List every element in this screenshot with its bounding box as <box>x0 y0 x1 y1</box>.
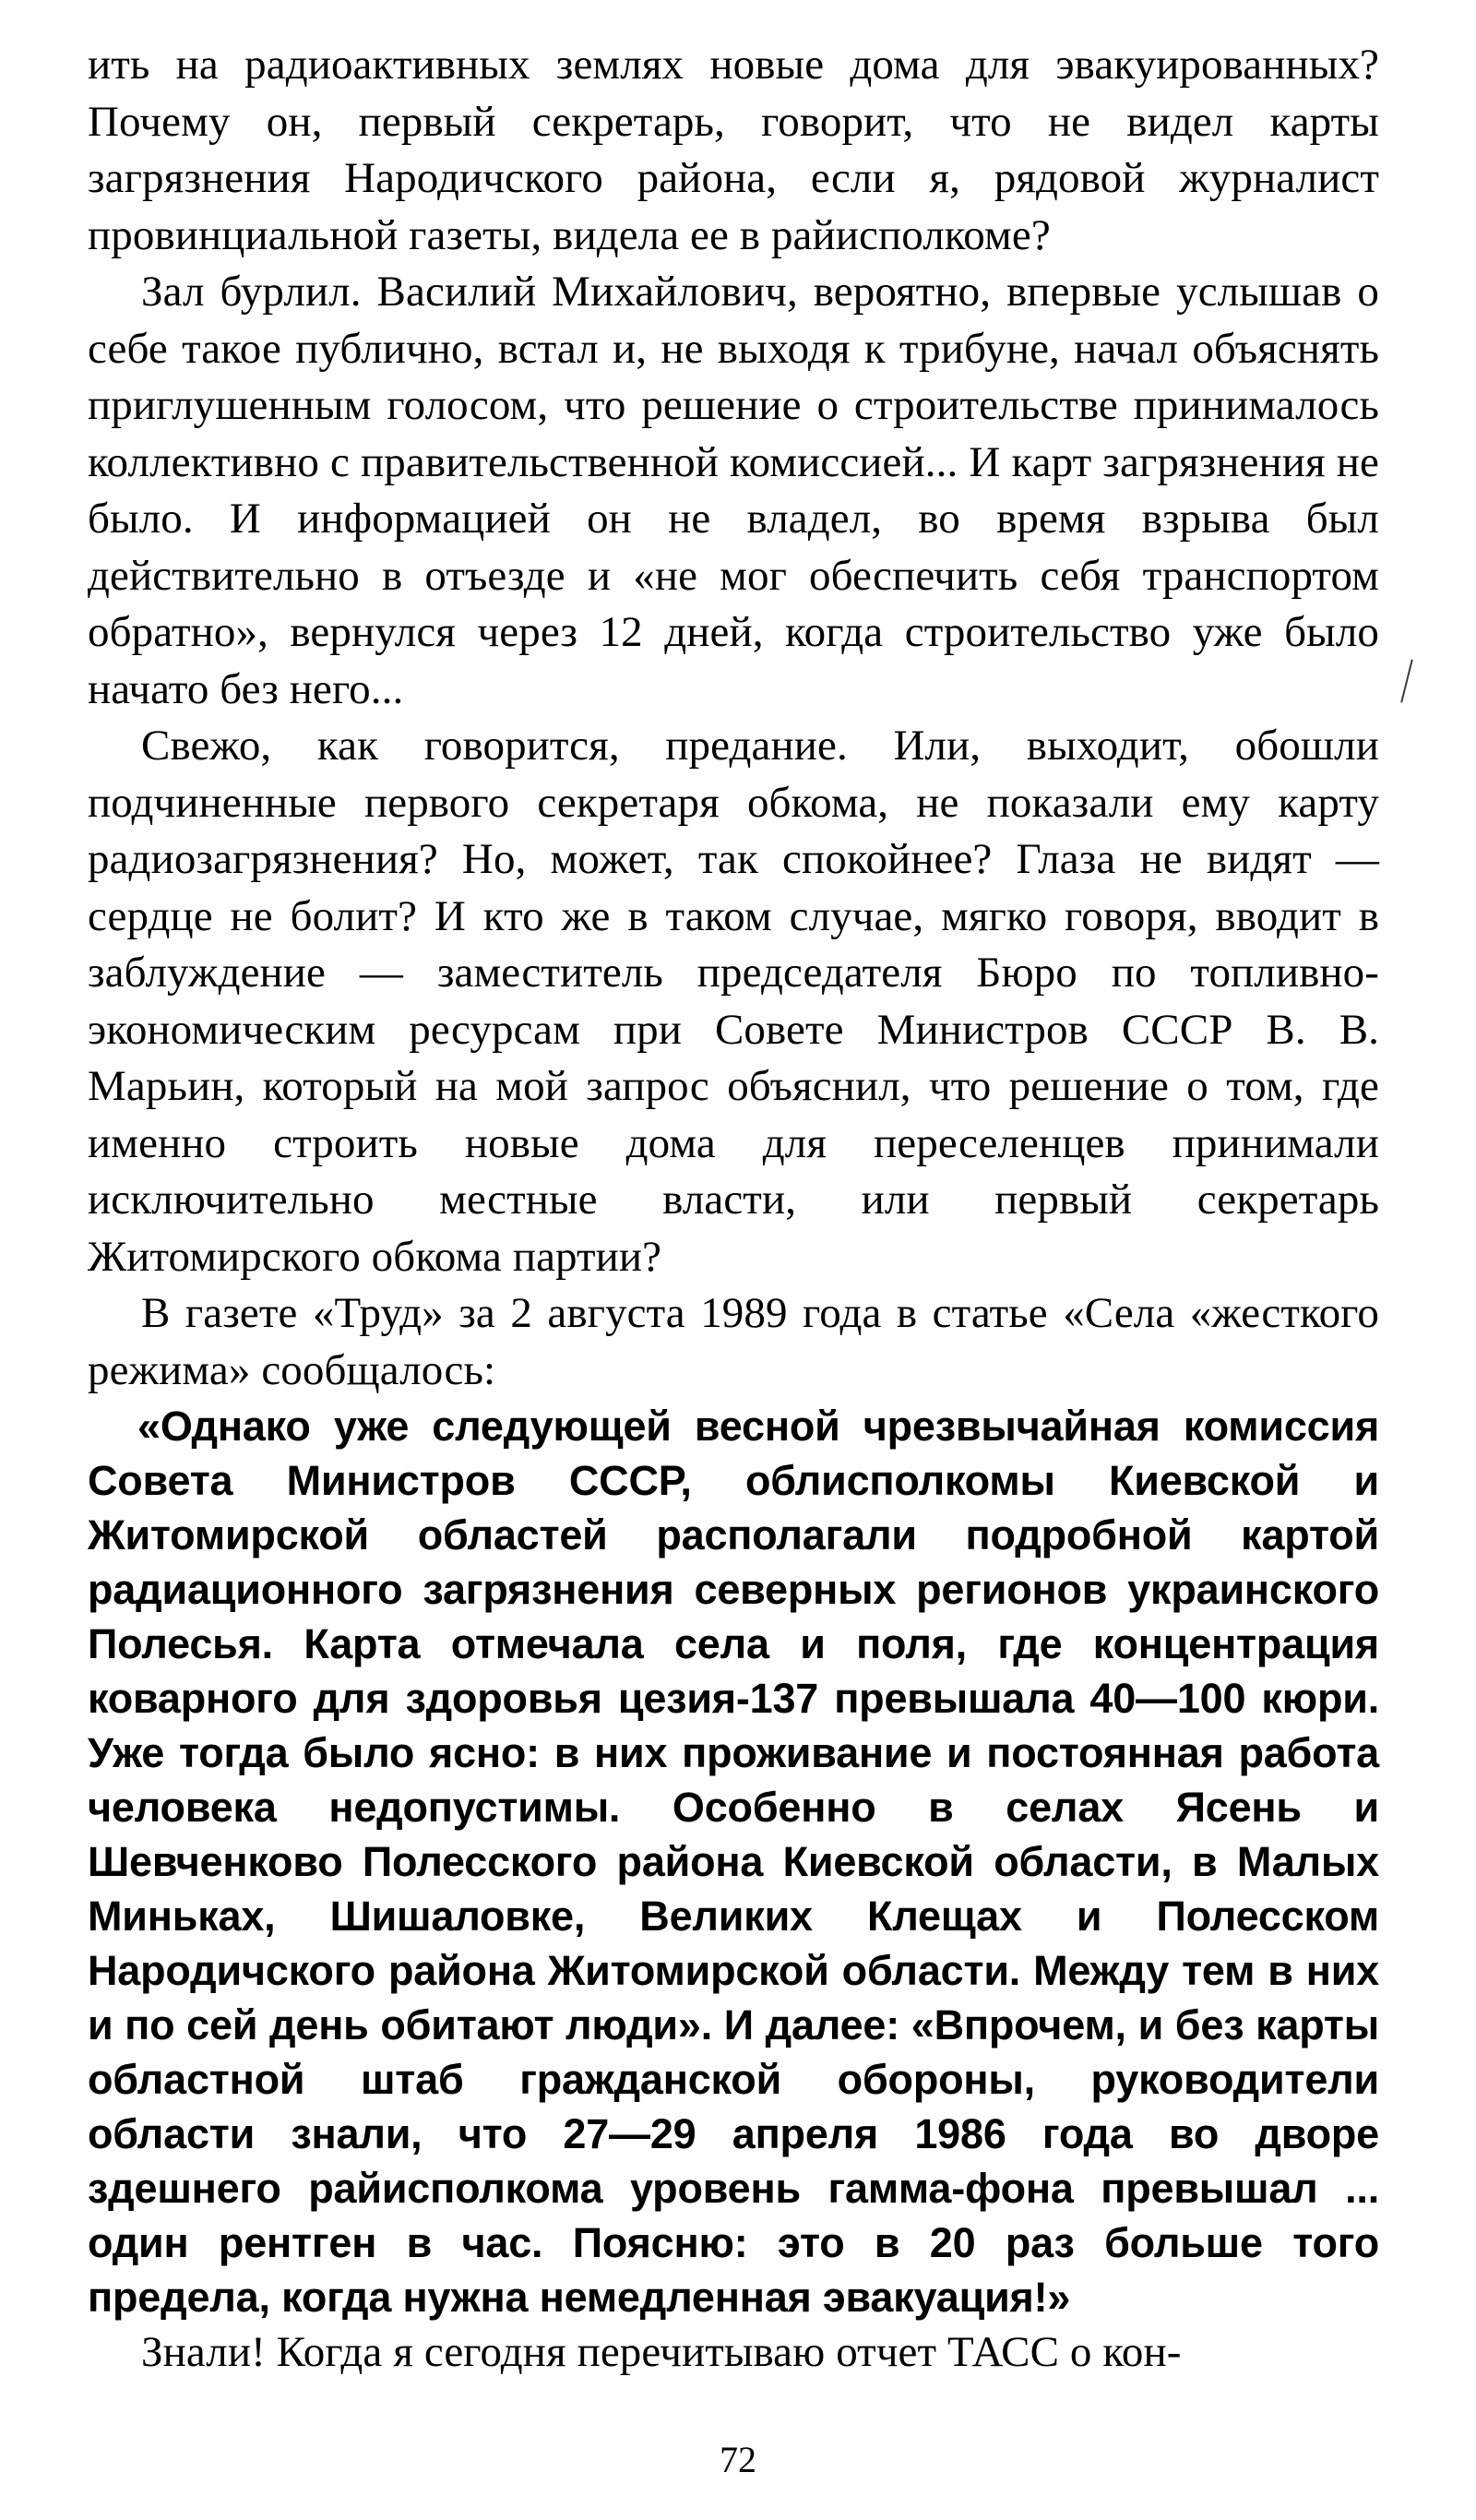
paragraph-1: ить на радиоактивных землях новые дома для эвакуированных? Почему он, первый секретарь, говорит, что не видел карты загрязнения Народичского района, если я, рядовой журналист провинциальной газеты, видела ее в райисполкоме? <box>88 41 1379 259</box>
paragraph-6: Знали! Когда я сегодня перечитываю отчет ТАСС о кон- <box>141 2328 1182 2376</box>
page-body <box>88 37 1379 1399</box>
page-number: 72 <box>720 2439 756 2480</box>
newspaper-quote-block <box>88 1399 1379 2324</box>
page-stray-mark <box>1400 659 1413 702</box>
paragraph-3: Свежо, как говорится, предание. Или, выходит, обошли подчиненные первого секретаря обкома, не показали ему карту радиозагрязнения? Но, может, так спокойнее? Глаза не видят — сердце не болит? И кто же в таком случае, мягко говоря, вводит в заблуждение — заместитель председателя Бюро по топливно-экономическим ресурсам при Совете Министров СССР В. В. Марьин, который на мой запрос объяснил, что решение о том, где именно строить новые дома для переселенцев принимали исключительно местные власти, или первый секретарь Житомирского обкома партии? <box>88 722 1379 1281</box>
paragraph-2: Зал бурлил. Василий Михайлович, вероятно, впервые услышав о себе такое публично, встал и, не выходя к трибуне, начал объяснять приглушенным голосом, что решение о строительстве принималось коллективно с правительственной комиссией... И карт загрязнения не было. И информацией он не владел, во время взрыва был действительно в отъезде и «не мог обеспечить себя транспортом обратно», вернулся через 12 дней, когда строительство уже было начато без него... <box>88 268 1379 713</box>
paragraph-4: В газете «Труд» за 2 августа 1989 года в статье «Села «жесткого режима» сообщалось: <box>88 1289 1379 1394</box>
page-body-continued <box>88 2324 1379 2382</box>
paragraph-5: «Однако уже следующей весной чрезвычайная комиссия Совета Министров СССР, облисполкомы Киевской и Житомирской областей располагали подробной картой радиационного загрязнения северных регионов украинского Полесья. Карта отмечала села и поля, где концентрация коварного для здоровья цезия-137 превышала 40—100 кюри. Уже тогда было ясно: в них проживание и постоянная работа человека недопустимы. Особенно в селах Ясень и Шевченково Полесского района Киевской области, в Малых Миньках, Шишаловке, Великих Клещах и Полесском Народичского района Житомирской области. Между тем в них и по сей день обитают люди». И далее: «Впрочем, и без карты областной штаб гражданской обороны, руководители области знали, что 27—29 апреля 1986 года во дворе здешнего райисполкома уровень гамма-фона превышал ... один рентген в час. Поясню: это в 20 раз больше того предела, когда нужна немедленная эвакуация!» <box>88 1403 1379 2321</box>
